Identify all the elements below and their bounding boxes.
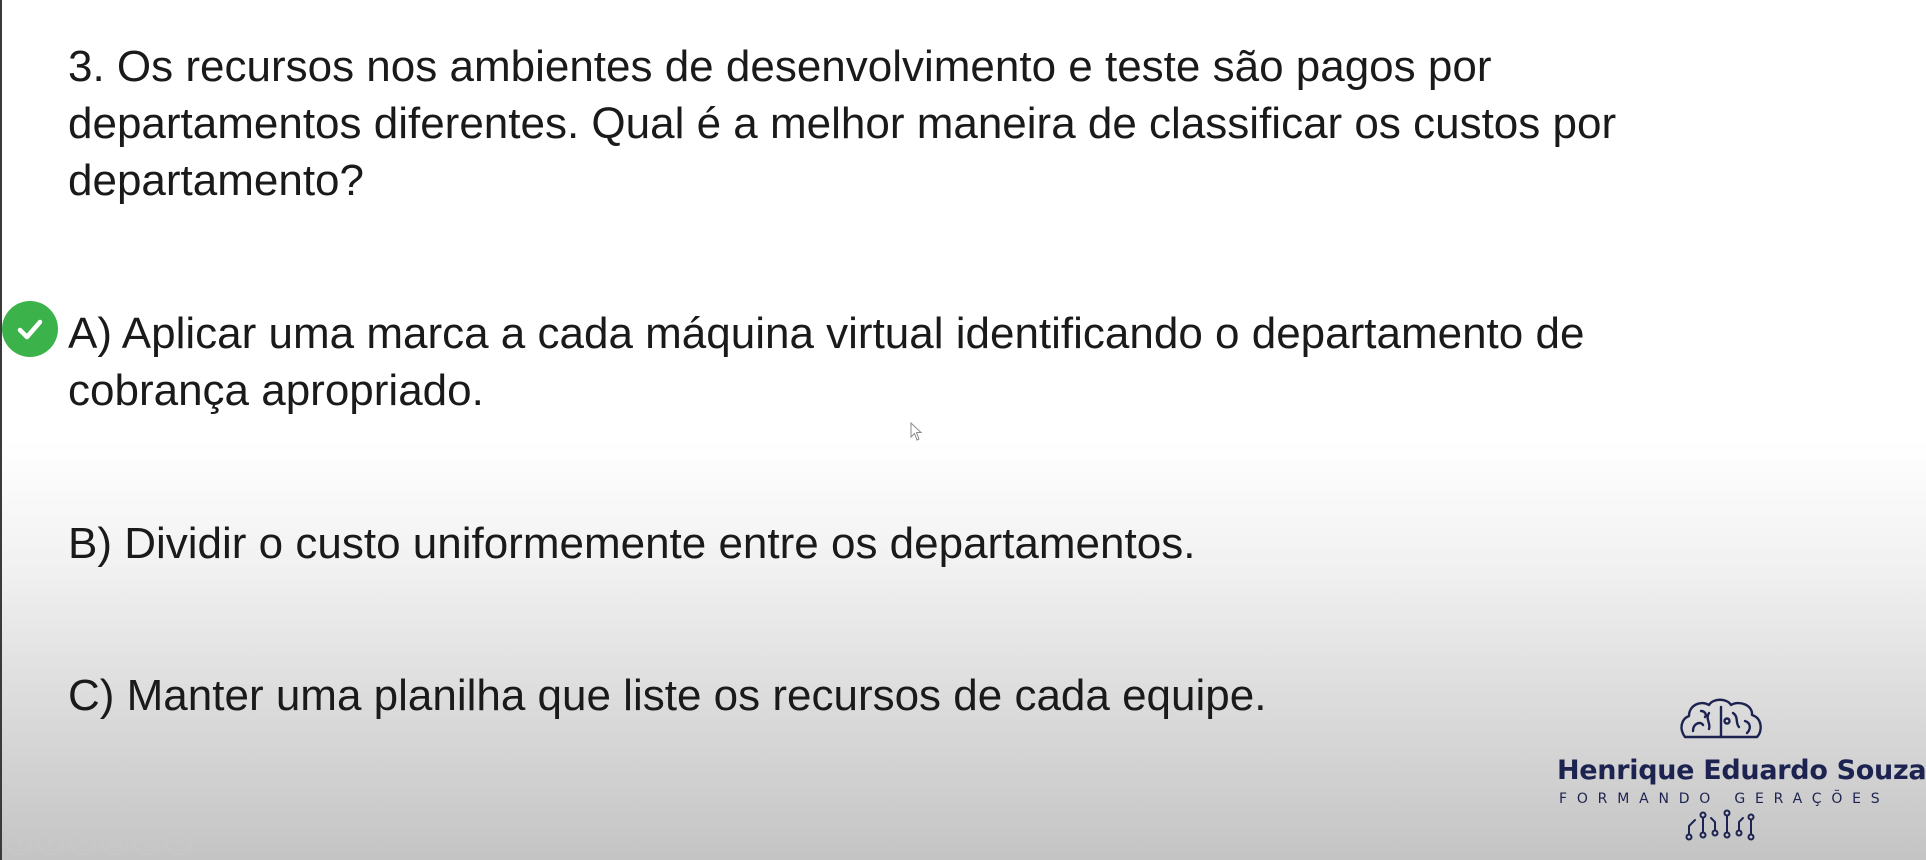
mouse-cursor-icon bbox=[910, 422, 924, 442]
author-logo bbox=[1545, 695, 1926, 845]
option-b: B) Dividir o custo uniformemente entre os departamentos. bbox=[68, 519, 1196, 568]
circuit-icon bbox=[1683, 808, 1763, 842]
slideshow-toolbar bbox=[6, 829, 192, 855]
check-circle-icon bbox=[2, 301, 58, 357]
option-a: A) Aplicar uma marca a cada máquina virtual identificando o departamento de cobrança apropriado. bbox=[68, 309, 1585, 415]
brain-icon bbox=[1679, 695, 1765, 747]
slides-icon[interactable] bbox=[102, 829, 128, 855]
logo-tagline: FORMANDO GERAÇÕES bbox=[1559, 791, 1890, 807]
more-icon[interactable] bbox=[166, 829, 192, 855]
question-text: 3. Os recursos nos ambientes de desenvolvimento e teste são pagos por departamentos diferentes. Qual é a melhor maneira de classificar os custos por departamento? bbox=[68, 42, 1617, 205]
next-icon[interactable] bbox=[38, 829, 64, 855]
pen-icon[interactable] bbox=[70, 829, 96, 855]
left-edge-border bbox=[0, 0, 2, 860]
zoom-icon[interactable] bbox=[134, 829, 160, 855]
option-c: C) Manter uma planilha que liste os recursos de cada equipe. bbox=[68, 671, 1267, 720]
previous-icon[interactable] bbox=[6, 829, 32, 855]
logo-name: Henrique Eduardo Souza bbox=[1557, 755, 1926, 786]
